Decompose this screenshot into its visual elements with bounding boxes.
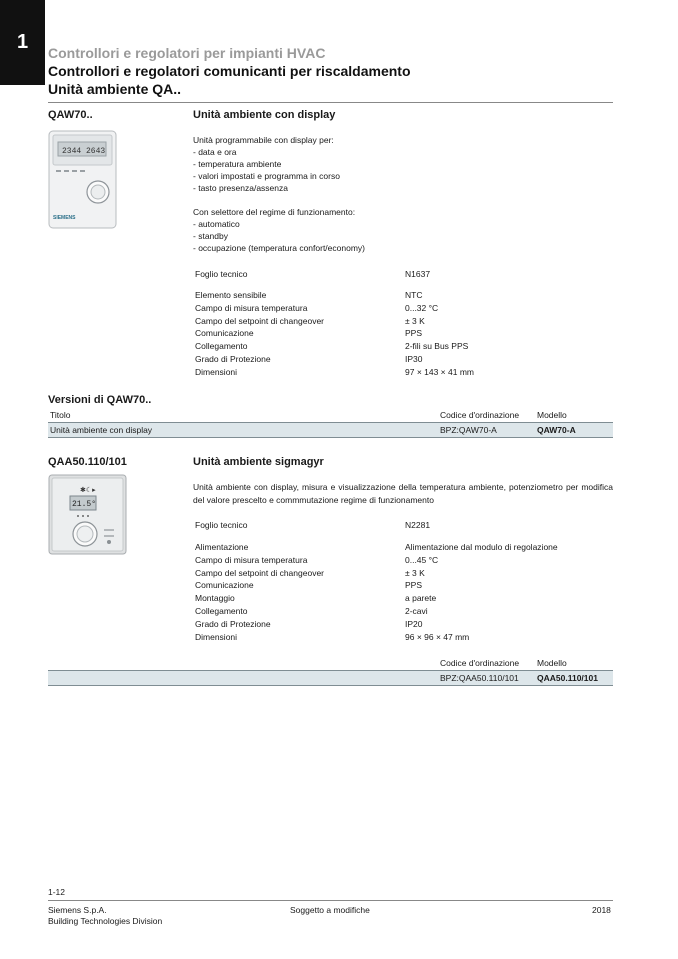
row-title: Unità ambiente con display bbox=[50, 425, 153, 435]
category-title: Controllori e regolatori per impianti HVAC bbox=[48, 45, 326, 61]
list-item: - automatico bbox=[193, 219, 240, 229]
list-item: - tasto presenza/assenza bbox=[193, 183, 288, 193]
list-item: - standby bbox=[193, 231, 228, 241]
row-model: QAA50.110/101 bbox=[537, 673, 598, 683]
header-rule bbox=[48, 102, 613, 103]
row-model: QAW70-A bbox=[537, 425, 576, 435]
qaw70-device-image bbox=[48, 130, 118, 230]
qaw70-brand-text: SIEMENS bbox=[53, 215, 76, 221]
datasheet-value: N1637 bbox=[405, 269, 431, 279]
footer-rule bbox=[48, 900, 613, 901]
list-item: - valori impostati e programma in corso bbox=[193, 171, 340, 181]
list-item: - data e ora bbox=[193, 147, 237, 157]
table-row bbox=[48, 670, 613, 686]
product1-description-1 bbox=[193, 134, 340, 194]
product1-desc1-intro: Unità programmabile con display per: bbox=[193, 135, 334, 145]
product2-title: Unità ambiente sigmagyr bbox=[193, 456, 324, 468]
product1-desc2-intro: Con selettore del regime di funzionamento: bbox=[193, 207, 356, 217]
product1-description-2 bbox=[193, 206, 365, 254]
datasheet-value: N2281 bbox=[405, 520, 431, 530]
col-model-header-2: Modello bbox=[537, 658, 567, 668]
footer-company: Siemens S.p.A. bbox=[48, 905, 107, 915]
table-row bbox=[48, 422, 613, 438]
product1-title: Unità ambiente con display bbox=[193, 109, 336, 121]
list-item: - temperatura ambiente bbox=[193, 159, 282, 169]
chapter-tab: 1 bbox=[0, 0, 45, 85]
svg-text:✱☾▸: ✱☾▸ bbox=[80, 487, 96, 494]
row-order-code: BPZ:QAW70-A bbox=[440, 425, 497, 435]
col-title-header: Titolo bbox=[50, 410, 71, 420]
product2-description: Unità ambiente con display, misura e visualizzazione della temperatura ambiente, potenziometro per modifica del valore prescelto e commmutazione regime di funzionamento bbox=[193, 482, 613, 505]
col-order-header-2: Codice d'ordinazione bbox=[440, 658, 520, 668]
row-order-code: BPZ:QAA50.110/101 bbox=[440, 673, 519, 683]
col-model-header: Modello bbox=[537, 410, 567, 420]
versions-heading: Versioni di QAW70.. bbox=[48, 394, 152, 406]
section-title: Unità ambiente QA.. bbox=[48, 81, 182, 97]
list-item: - occupazione (temperatura confort/economy) bbox=[193, 243, 365, 253]
col-order-header: Codice d'ordinazione bbox=[440, 410, 520, 420]
qaa50-display-text: 21.5° bbox=[72, 500, 97, 509]
footer-note: Soggetto a modifiche bbox=[290, 905, 370, 915]
footer-year: 2018 bbox=[592, 905, 611, 915]
page-number: 1-12 bbox=[48, 887, 66, 897]
product1-code: QAW70.. bbox=[48, 109, 93, 121]
qaw70-display-text: 2344 2643 bbox=[62, 147, 106, 156]
subcategory-title: Controllori e regolatori comunicanti per riscaldamento bbox=[48, 63, 411, 79]
product2-code: QAA50.110/101 bbox=[48, 456, 127, 468]
footer-division: Building Technologies Division bbox=[48, 916, 163, 926]
qaa50-device-image bbox=[48, 474, 128, 556]
datasheet-label: Foglio tecnico bbox=[195, 520, 248, 530]
datasheet-label: Foglio tecnico bbox=[195, 269, 248, 279]
